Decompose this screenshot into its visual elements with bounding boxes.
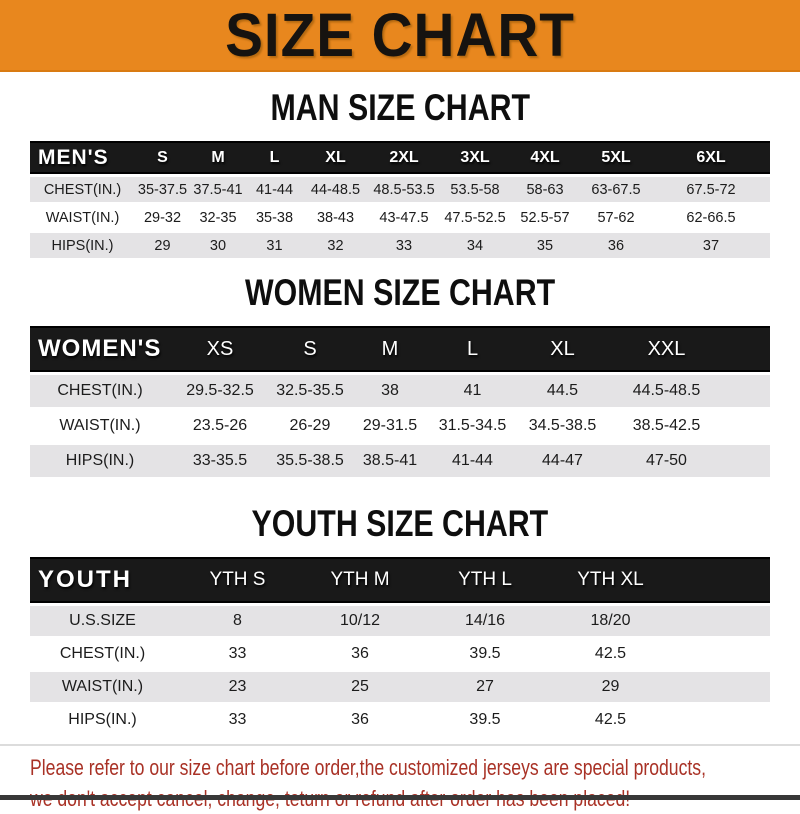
size-cell: 36	[300, 639, 420, 669]
disclaimer-line-1: Please refer to our size chart before order,the customized jerseys are special products,	[30, 755, 706, 780]
size-cell: 29	[550, 672, 770, 702]
size-cell: 34	[440, 233, 510, 258]
size-cell: 29.5-32.5	[170, 375, 270, 407]
men-column-header: 5XL	[580, 141, 652, 174]
row-label: U.S.SIZE	[30, 606, 175, 636]
size-cell: 30	[190, 233, 246, 258]
size-cell: 34.5-38.5	[515, 410, 610, 442]
row-label: CHEST(IN.)	[30, 375, 170, 407]
men-column-header: 6XL	[652, 141, 770, 174]
disclaimer	[0, 746, 800, 814]
size-cell: 58-63	[510, 177, 580, 202]
men-column-header: M	[190, 141, 246, 174]
size-cell: 42.5	[550, 639, 770, 669]
size-cell: 37.5-41	[190, 177, 246, 202]
size-cell: 44-47	[515, 445, 610, 477]
size-cell: 37	[652, 233, 770, 258]
women-heading-text: WOMEN SIZE CHART	[244, 272, 556, 313]
men-hips-row	[30, 233, 770, 258]
men-column-header: XL	[303, 141, 368, 174]
bottom-edge-bar	[0, 795, 800, 800]
size-cell: 38.5-42.5	[610, 410, 770, 442]
men-table-label: MEN'S	[30, 141, 135, 174]
youth-hips-row	[30, 705, 770, 735]
row-label: WAIST(IN.)	[30, 205, 135, 230]
size-chart-banner	[0, 0, 800, 72]
size-cell: 10/12	[300, 606, 420, 636]
women-column-header: XS	[170, 326, 270, 372]
women-size-table	[30, 323, 770, 480]
size-cell: 35.5-38.5	[270, 445, 350, 477]
size-cell: 35-38	[246, 205, 303, 230]
youth-column-header: YTH XL	[550, 557, 770, 603]
men-section-heading	[0, 87, 800, 128]
size-cell: 33	[175, 705, 300, 735]
youth-header-row	[30, 557, 770, 603]
row-label: WAIST(IN.)	[30, 410, 170, 442]
size-cell: 36	[300, 705, 420, 735]
youth-size-table	[30, 554, 770, 738]
banner-title: SIZE CHART	[225, 1, 575, 69]
size-cell: 57-62	[580, 205, 652, 230]
size-cell: 36	[580, 233, 652, 258]
size-cell: 44.5	[515, 375, 610, 407]
men-waist-row	[30, 205, 770, 230]
size-cell: 47.5-52.5	[440, 205, 510, 230]
youth-column-header: YTH L	[420, 557, 550, 603]
size-cell: 32	[303, 233, 368, 258]
size-cell: 18/20	[550, 606, 770, 636]
women-chest-row	[30, 375, 770, 407]
size-cell: 29-32	[135, 205, 190, 230]
women-table-label: WOMEN'S	[30, 326, 170, 372]
women-section-heading	[0, 272, 800, 313]
size-cell: 38	[350, 375, 430, 407]
size-cell: 8	[175, 606, 300, 636]
women-column-header: XL	[515, 326, 610, 372]
size-cell: 27	[420, 672, 550, 702]
women-column-header: M	[350, 326, 430, 372]
size-cell: 48.5-53.5	[368, 177, 440, 202]
row-label: HIPS(IN.)	[30, 233, 135, 258]
women-hips-row	[30, 445, 770, 477]
row-label: HIPS(IN.)	[30, 445, 170, 477]
size-cell: 29-31.5	[350, 410, 430, 442]
youth-ussize-row	[30, 606, 770, 636]
size-cell: 62-66.5	[652, 205, 770, 230]
row-label: CHEST(IN.)	[30, 639, 175, 669]
men-header-row	[30, 141, 770, 174]
size-cell: 39.5	[420, 705, 550, 735]
youth-column-header: YTH S	[175, 557, 300, 603]
women-column-header: XXL	[610, 326, 770, 372]
size-cell: 44-48.5	[303, 177, 368, 202]
men-size-table	[30, 138, 770, 261]
men-column-header: 3XL	[440, 141, 510, 174]
youth-column-header: YTH M	[300, 557, 420, 603]
size-cell: 38.5-41	[350, 445, 430, 477]
size-cell: 52.5-57	[510, 205, 580, 230]
youth-section-heading	[0, 503, 800, 544]
size-cell: 23.5-26	[170, 410, 270, 442]
size-cell: 63-67.5	[580, 177, 652, 202]
size-cell: 31	[246, 233, 303, 258]
size-cell: 23	[175, 672, 300, 702]
men-chest-row	[30, 177, 770, 202]
size-cell: 32-35	[190, 205, 246, 230]
women-waist-row	[30, 410, 770, 442]
size-cell: 35-37.5	[135, 177, 190, 202]
size-cell: 53.5-58	[440, 177, 510, 202]
size-cell: 26-29	[270, 410, 350, 442]
size-cell: 47-50	[610, 445, 770, 477]
size-cell: 41-44	[430, 445, 515, 477]
youth-chest-row	[30, 639, 770, 669]
size-cell: 25	[300, 672, 420, 702]
size-cell: 31.5-34.5	[430, 410, 515, 442]
row-label: WAIST(IN.)	[30, 672, 175, 702]
size-cell: 43-47.5	[368, 205, 440, 230]
men-column-header: 2XL	[368, 141, 440, 174]
women-header-row	[30, 326, 770, 372]
women-column-header: L	[430, 326, 515, 372]
size-cell: 35	[510, 233, 580, 258]
size-cell: 29	[135, 233, 190, 258]
size-cell: 33	[368, 233, 440, 258]
youth-heading-text: YOUTH SIZE CHART	[251, 503, 549, 544]
row-label: HIPS(IN.)	[30, 705, 175, 735]
size-cell: 42.5	[550, 705, 770, 735]
men-column-header: L	[246, 141, 303, 174]
size-cell: 14/16	[420, 606, 550, 636]
size-cell: 67.5-72	[652, 177, 770, 202]
size-cell: 32.5-35.5	[270, 375, 350, 407]
men-column-header: 4XL	[510, 141, 580, 174]
size-cell: 44.5-48.5	[610, 375, 770, 407]
size-cell: 33	[175, 639, 300, 669]
women-column-header: S	[270, 326, 350, 372]
size-cell: 39.5	[420, 639, 550, 669]
men-column-header: S	[135, 141, 190, 174]
size-cell: 41-44	[246, 177, 303, 202]
youth-waist-row	[30, 672, 770, 702]
size-cell: 41	[430, 375, 515, 407]
men-heading-text: MAN SIZE CHART	[270, 87, 530, 128]
row-label: CHEST(IN.)	[30, 177, 135, 202]
size-cell: 38-43	[303, 205, 368, 230]
youth-table-label: YOUTH	[30, 557, 175, 603]
size-cell: 33-35.5	[170, 445, 270, 477]
